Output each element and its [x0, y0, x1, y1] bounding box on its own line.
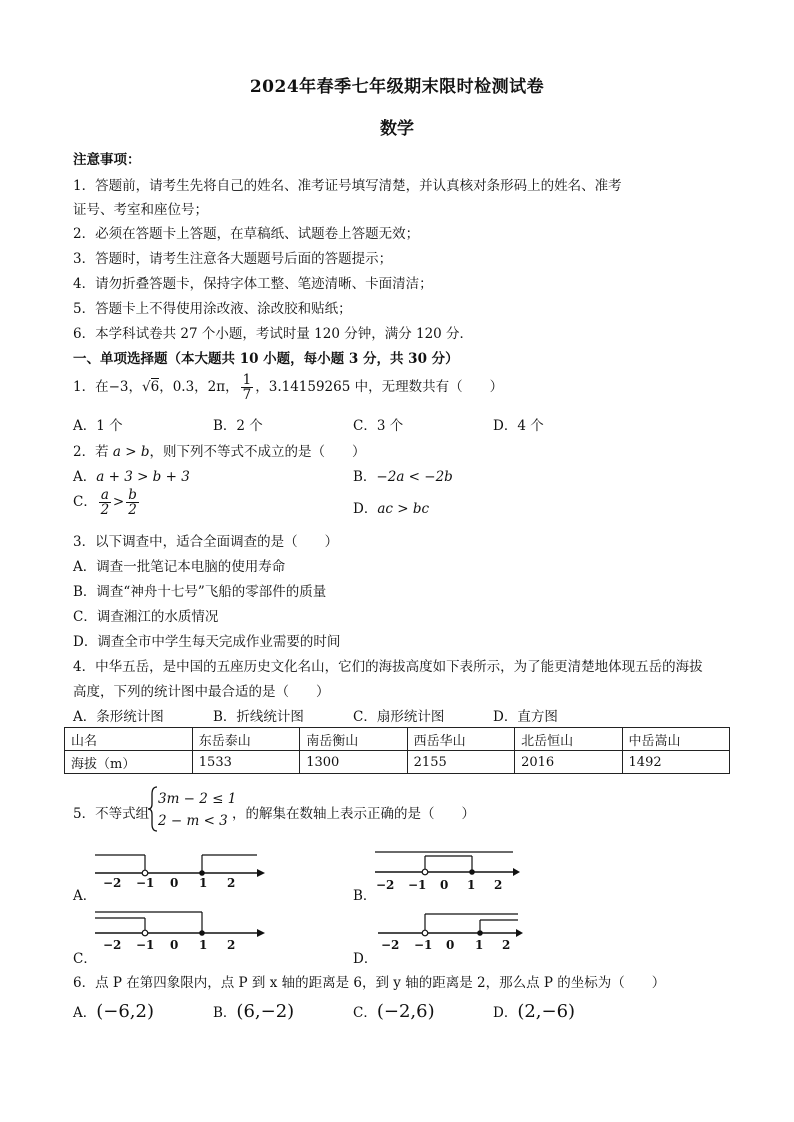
table-cell: 2155 — [407, 751, 514, 774]
frac-den: 2 — [128, 502, 137, 518]
fraction — [241, 373, 254, 402]
tick-label: 1 — [199, 876, 208, 890]
section-heading: 一、单项选择题（本大题共 10 小题，每小题 3 分，共 30 分） — [73, 351, 459, 367]
tick-label: 2 — [227, 938, 236, 952]
table-header-row — [65, 728, 730, 751]
q2-option-d[interactable] — [353, 497, 429, 517]
q5-option-c-label[interactable]: C． — [73, 951, 97, 967]
tick-label: −1 — [136, 876, 155, 890]
q4-option-a[interactable]: A．条形统计图 — [73, 709, 164, 725]
q4-option-b[interactable]: B．折线统计图 — [213, 709, 304, 725]
option-text: (−2,6) — [376, 1001, 435, 1022]
option-text: ac > bc — [377, 501, 430, 517]
table-cell: 1492 — [622, 751, 729, 774]
option-label: B． — [213, 1005, 237, 1021]
exam-subject: 数学 — [380, 119, 414, 139]
option-text: −2a < −2b — [376, 469, 453, 485]
option-label: A． — [73, 1005, 97, 1021]
option-text: (6,−2) — [236, 1001, 295, 1022]
tick-label: −2 — [103, 938, 122, 952]
tick-label: 0 — [446, 938, 455, 952]
tick-label: 0 — [440, 878, 449, 892]
tick-label: −2 — [103, 876, 122, 890]
q1-option-a[interactable]: A．1 个 — [73, 418, 123, 434]
inequality-2: 2 − m < 3 — [158, 813, 228, 829]
sqrt-arg: 6 — [150, 379, 160, 395]
frac-num: b — [128, 487, 137, 503]
tick-label: 0 — [170, 938, 179, 952]
option-text: (2,−6) — [517, 1001, 576, 1022]
tick-label: −2 — [376, 878, 395, 892]
tick-label: 0 — [170, 876, 179, 890]
q3-option-d[interactable]: D．调查全市中学生每天完成作业需要的时间 — [73, 634, 341, 650]
inequality-system — [158, 788, 236, 832]
q1-mid: ，0.3，2π， — [159, 379, 239, 395]
tick-label: −2 — [381, 938, 400, 952]
table-row — [65, 751, 730, 774]
q5-option-b-label[interactable]: B． — [353, 888, 377, 904]
frac-den: 7 — [242, 387, 252, 403]
question-4-stem-line2: 高度，下列的统计图中最合适的是（ ） — [73, 684, 330, 700]
altitude-table — [64, 727, 730, 774]
notice-heading: 注意事项： — [73, 152, 141, 168]
notice-item: 2．必须在答题卡上答题，在草稿纸、试题卷上答题无效； — [73, 226, 420, 242]
q2-prefix: 2．若 — [73, 444, 113, 460]
table-cell: 海拔（m） — [65, 751, 193, 774]
option-label: A． — [73, 469, 97, 485]
option-label: D． — [353, 501, 378, 517]
q5-option-d-label[interactable]: D． — [353, 951, 378, 967]
frac-num: 1 — [242, 372, 252, 388]
tick-label: 1 — [199, 938, 208, 952]
q3-option-a[interactable]: A．调查一批笔记本电脑的使用寿命 — [73, 559, 286, 575]
tick-label: −1 — [414, 938, 433, 952]
frac-den: 2 — [100, 502, 110, 518]
q1-option-b[interactable]: B．2 个 — [213, 418, 263, 434]
fraction — [99, 488, 111, 517]
table-cell: 南岳衡山 — [300, 728, 407, 751]
tick-label: 2 — [494, 878, 503, 892]
tick-label: −1 — [408, 878, 427, 892]
table-cell: 西岳华山 — [407, 728, 514, 751]
question-2-stem — [73, 440, 365, 460]
q1-suffix: ，3.14159265 中，无理数共有（ ） — [255, 379, 504, 395]
frac-num: a — [100, 487, 109, 503]
notice-item: 3．答题时，请考生注意各大题题号后面的答题提示； — [73, 251, 393, 267]
tick-label: 2 — [227, 876, 236, 890]
q6-option-c[interactable] — [353, 1001, 435, 1022]
tick-label: 1 — [475, 938, 484, 952]
option-label: B． — [353, 469, 377, 485]
q2-suffix: ，则下列不等式不成立的是（ ） — [149, 444, 366, 460]
fraction — [126, 488, 139, 517]
question-3-stem: 3．以下调查中，适合全面调查的是（ ） — [73, 534, 339, 550]
table-cell: 1533 — [192, 751, 299, 774]
q3-option-b[interactable]: B．调查“神舟十七号”飞船的零部件的质量 — [73, 584, 327, 600]
operator: > — [112, 494, 125, 510]
q1-option-d[interactable]: D．4 个 — [493, 418, 544, 434]
q2-option-c[interactable] — [73, 488, 141, 517]
notice-item: 5．答题卡上不得使用涂改液、涂改胶和贴纸； — [73, 301, 352, 317]
table-cell: 山名 — [65, 728, 193, 751]
option-text: (−6,2) — [96, 1001, 155, 1022]
inequality-1: 3m − 2 ≤ 1 — [158, 791, 237, 807]
q5-suffix: ，的解集在数轴上表示正确的是（ ） — [232, 806, 475, 822]
notice-item: 1．答题前，请考生先将自己的姓名、准考证号填写清楚，并认真核对条形码上的姓名、准考 — [73, 178, 622, 194]
tick-label: 1 — [467, 878, 476, 892]
q6-option-a[interactable] — [73, 1001, 154, 1022]
q2-option-a[interactable] — [73, 465, 190, 485]
table-cell: 北岳恒山 — [515, 728, 622, 751]
table-cell: 中岳嵩山 — [622, 728, 729, 751]
sqrt-symbol: √ — [142, 379, 151, 395]
notice-item: 证号、考室和座位号； — [73, 202, 208, 218]
notice-item: 6．本学科试卷共 27 个小题，考试时量 120 分钟，满分 120 分． — [73, 326, 474, 342]
q1-prefix: 1．在−3， — [73, 379, 142, 395]
q5-prefix: 5．不等式组 — [73, 806, 150, 822]
q2-option-b[interactable] — [353, 465, 453, 485]
q4-option-c[interactable]: C．扇形统计图 — [353, 709, 445, 725]
q4-option-d[interactable]: D．直方图 — [493, 709, 558, 725]
q1-option-c[interactable]: C．3 个 — [353, 418, 404, 434]
table-cell: 1300 — [300, 751, 407, 774]
option-label: C． — [73, 494, 97, 510]
option-label: D． — [493, 1005, 518, 1021]
brace-icon — [148, 786, 158, 832]
table-cell: 东岳泰山 — [192, 728, 299, 751]
question-1-stem — [73, 372, 503, 402]
tick-label: −1 — [136, 938, 155, 952]
notice-item: 4．请勿折叠答题卡，保持字体工整、笔迹清晰、卡面清洁； — [73, 276, 433, 292]
q5-option-a-label[interactable]: A． — [73, 888, 97, 904]
q6-option-b[interactable] — [213, 1001, 294, 1022]
option-label: C． — [353, 1005, 377, 1021]
table-cell: 2016 — [515, 751, 622, 774]
option-text: a + 3 > b + 3 — [96, 469, 190, 485]
tick-label: 2 — [502, 938, 511, 952]
q3-option-c[interactable]: C．调查湘江的水质情况 — [73, 609, 219, 625]
question-4-stem-line1: 4．中华五岳，是中国的五座历史文化名山，它们的海拔高度如下表所示，为了能更清楚地体现五岳的海拔 — [73, 659, 703, 675]
q6-option-d[interactable] — [493, 1001, 575, 1022]
question-6-stem: 6．点 P 在第四象限内，点 P 到 x 轴的距离是 6，到 y 轴的距离是 2，那么点 P 的坐标为（ ） — [73, 975, 666, 991]
exam-title: 2024年春季七年级期末限时检测试卷 — [249, 77, 545, 97]
q2-condition: a > b — [112, 444, 150, 460]
